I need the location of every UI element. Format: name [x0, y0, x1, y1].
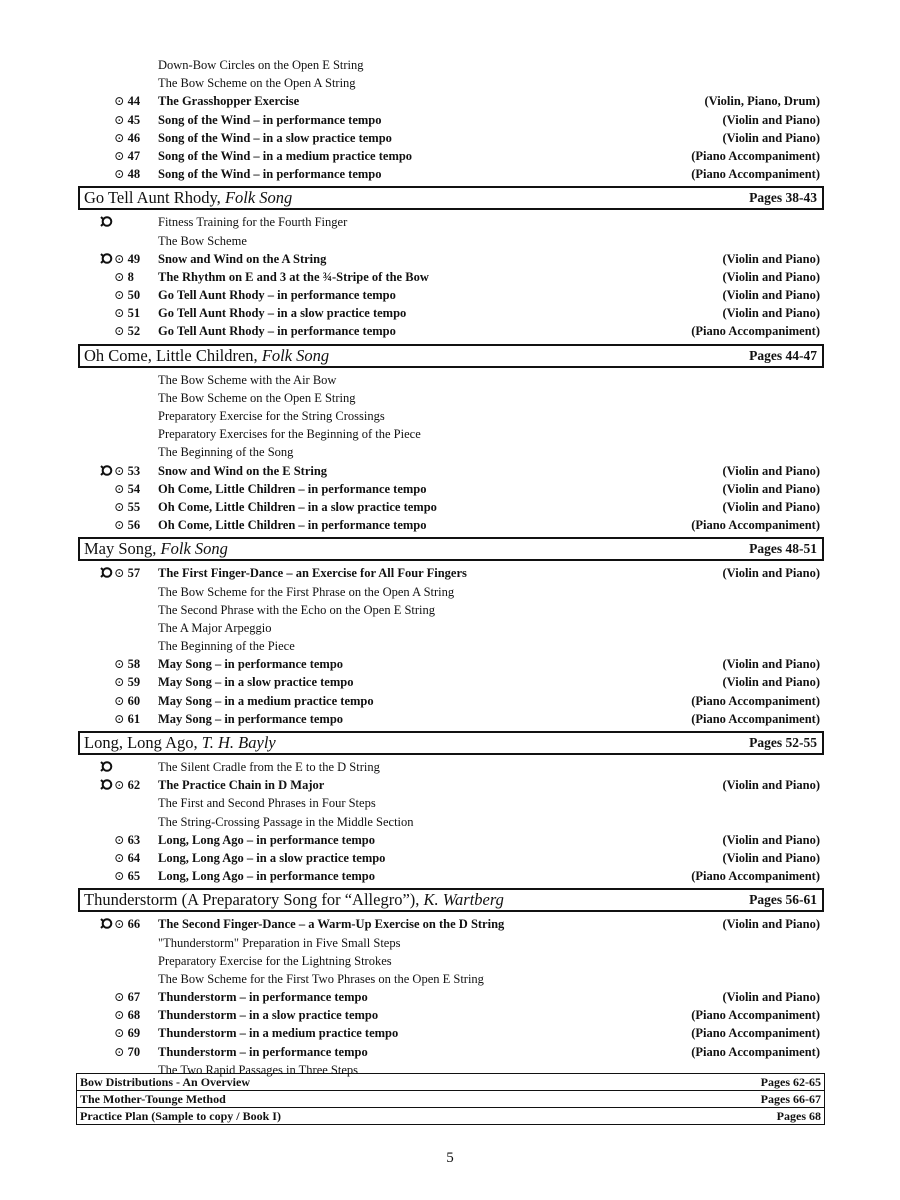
fitness-slot — [100, 564, 114, 582]
sections-list — [78, 186, 824, 1079]
track-number: 52 — [127, 324, 141, 339]
track-marker — [100, 1006, 158, 1024]
track-marker — [100, 970, 158, 988]
item-title: Preparatory Exercise for the Lightning Strokes — [158, 953, 392, 968]
accompaniment-label: (Violin and Piano) — [722, 481, 820, 496]
item-title: The Bow Scheme — [158, 233, 247, 248]
cd-track-icon: ⊙ — [114, 251, 128, 266]
track-number: 49 — [127, 251, 141, 266]
item-title: Song of the Wind – in a slow practice tempo — [158, 130, 392, 145]
track-marker — [100, 165, 158, 183]
item-title: The First Finger-Dance – an Exercise for All Four Fingers — [158, 566, 467, 581]
item-title: Go Tell Aunt Rhody – in performance tempo — [158, 288, 396, 303]
list-item — [78, 213, 824, 231]
track-marker — [100, 232, 158, 250]
cd-track-icon: ⊙ — [114, 518, 128, 533]
item-title: Long, Long Ago – in performance tempo — [158, 832, 376, 847]
track-number: 66 — [127, 917, 141, 932]
list-item — [78, 915, 824, 933]
item-title: Song of the Wind – in a medium practice tempo — [158, 148, 413, 163]
section-title-text: Oh Come, Little Children, — [84, 345, 262, 365]
list-item — [78, 970, 824, 988]
track-marker — [100, 673, 158, 691]
item-title: Thunderstorm – in a slow practice tempo — [158, 1008, 379, 1023]
track-marker — [100, 934, 158, 952]
item-title: The Bow Scheme on the Open A String — [158, 76, 356, 91]
section-header — [78, 186, 824, 210]
cd-track-icon: ⊙ — [114, 693, 128, 708]
list-item — [78, 250, 824, 268]
list-item — [78, 129, 824, 147]
item-title: Song of the Wind – in performance tempo — [158, 167, 382, 182]
fitness-training-icon — [100, 464, 113, 477]
section-header — [78, 344, 824, 368]
cd-track-icon: ⊙ — [114, 711, 128, 726]
list-item — [78, 371, 824, 389]
track-marker — [100, 619, 158, 637]
list-item — [78, 564, 824, 582]
item-title: The Rhythm on E and 3 at the ¾-Stripe of the Bow — [158, 269, 429, 284]
track-number: 69 — [127, 1026, 141, 1041]
accompaniment-label: (Piano Accompaniment) — [691, 148, 820, 163]
list-item — [78, 232, 824, 250]
cd-track-icon: ⊙ — [114, 148, 128, 163]
cd-track-icon: ⊙ — [114, 832, 128, 847]
item-title: "Thunderstorm" Preparation in Five Small Steps — [158, 935, 401, 950]
fitness-slot — [100, 250, 114, 268]
accompaniment-label: (Piano Accompaniment) — [691, 1008, 820, 1023]
item-title: Long, Long Ago – in performance tempo — [158, 869, 376, 884]
item-title: Go Tell Aunt Rhody – in a slow practice tempo — [158, 306, 407, 321]
track-marker — [100, 92, 158, 110]
item-title: The Beginning of the Piece — [158, 639, 295, 654]
track-marker — [100, 1024, 158, 1042]
item-title: The Bow Scheme with the Air Bow — [158, 372, 337, 387]
cd-track-icon: ⊙ — [114, 499, 128, 514]
track-marker — [100, 849, 158, 867]
list-item — [78, 776, 824, 794]
item-title: The Silent Cradle from the E to the D String — [158, 760, 380, 774]
accompaniment-label: (Violin and Piano) — [722, 251, 820, 266]
track-number: 60 — [127, 693, 141, 708]
fitness-slot — [100, 758, 114, 776]
track-marker — [100, 1043, 158, 1061]
list-item — [78, 498, 824, 516]
item-title: May Song – in performance tempo — [158, 657, 344, 672]
accompaniment-label: (Piano Accompaniment) — [691, 693, 820, 708]
section-pages: Pages 52-55 — [749, 735, 817, 750]
track-marker — [100, 147, 158, 165]
summary-label: Practice Plan (Sample to copy / Book I) — [80, 1109, 281, 1123]
intro-list — [78, 56, 824, 183]
item-title: The Practice Chain in D Major — [158, 778, 325, 793]
section-pages: Pages 44-47 — [749, 347, 817, 363]
track-marker — [100, 443, 158, 461]
list-item — [78, 794, 824, 812]
item-title: Preparatory Exercise for the String Crossings — [158, 409, 385, 423]
item-title: Fitness Training for the Fourth Finger — [158, 215, 348, 230]
cd-track-icon: ⊙ — [114, 130, 128, 145]
track-marker — [100, 371, 158, 389]
item-title: Thunderstorm – in performance tempo — [158, 1044, 368, 1059]
track-marker — [100, 831, 158, 849]
section-title — [84, 188, 292, 208]
track-marker — [100, 250, 158, 268]
section-title — [84, 890, 504, 910]
track-number: 8 — [127, 269, 134, 284]
list-item — [78, 322, 824, 340]
list-item — [78, 92, 824, 110]
item-title: Preparatory Exercises for the Beginning of the Piece — [158, 427, 421, 442]
track-number: 44 — [127, 94, 141, 109]
cd-track-icon: ⊙ — [114, 850, 128, 865]
track-marker — [100, 129, 158, 147]
fitness-slot — [100, 213, 114, 231]
item-title: The Second Finger-Dance – a Warm-Up Exercise on the D String — [158, 917, 505, 932]
section-composer: Folk Song — [224, 188, 293, 208]
section-title-text: Long, Long Ago, — [84, 733, 202, 752]
track-marker — [100, 813, 158, 831]
summary-pages: Pages 68 — [776, 1109, 821, 1123]
list-item — [78, 655, 824, 673]
item-title: The Two Rapid Passages in Three Steps — [158, 1062, 359, 1077]
track-marker — [100, 322, 158, 340]
list-item — [78, 1043, 824, 1061]
track-marker — [100, 407, 158, 425]
track-marker — [100, 952, 158, 970]
track-number: 59 — [127, 675, 141, 690]
accompaniment-label: (Violin and Piano) — [722, 112, 820, 127]
section-pages: Pages 48-51 — [749, 541, 817, 557]
track-marker — [100, 988, 158, 1006]
track-marker — [100, 794, 158, 812]
track-marker — [100, 268, 158, 286]
section-header — [78, 888, 824, 912]
item-title: Snow and Wind on the A String — [158, 251, 327, 266]
cd-track-icon: ⊙ — [114, 778, 128, 793]
track-number: 68 — [127, 1008, 141, 1023]
cd-track-icon: ⊙ — [114, 324, 128, 339]
item-title: Oh Come, Little Children – in a slow practice tempo — [158, 499, 437, 514]
accompaniment-label: (Violin and Piano) — [722, 657, 820, 672]
accompaniment-label: (Piano Accompaniment) — [691, 167, 820, 182]
track-number: 48 — [127, 167, 141, 182]
accompaniment-label: (Violin and Piano) — [722, 306, 820, 321]
track-marker — [100, 462, 158, 480]
section-pages: Pages 38-43 — [749, 190, 817, 206]
item-title: Down-Bow Circles on the Open E String — [158, 58, 364, 72]
summary-box — [76, 1073, 825, 1125]
toc-page — [78, 56, 824, 1079]
track-marker — [100, 583, 158, 601]
track-marker — [100, 776, 158, 794]
section-title-text: May Song, — [84, 539, 161, 559]
section-title — [84, 733, 276, 753]
accompaniment-label: (Violin and Piano) — [722, 850, 820, 865]
track-number: 70 — [127, 1044, 141, 1059]
accompaniment-label: (Piano Accompaniment) — [691, 869, 820, 884]
item-title: Snow and Wind on the E String — [158, 463, 328, 478]
item-title: The Grasshopper Exercise — [158, 94, 300, 109]
cd-track-icon: ⊙ — [114, 1026, 128, 1041]
section-composer: Folk Song — [160, 539, 228, 559]
fitness-training-icon — [100, 917, 113, 930]
track-marker — [100, 601, 158, 619]
section-title — [84, 346, 329, 366]
item-title: The Bow Scheme on the Open E String — [158, 390, 356, 405]
track-marker — [100, 213, 158, 231]
item-title: The Second Phrase with the Echo on the Open E String — [158, 602, 436, 617]
accompaniment-label: (Piano Accompaniment) — [691, 518, 820, 533]
list-item — [78, 934, 824, 952]
list-item — [78, 601, 824, 619]
item-title: May Song – in a slow practice tempo — [158, 675, 354, 690]
item-title: Thunderstorm – in a medium practice tempo — [158, 1026, 399, 1041]
summary-row — [77, 1074, 824, 1090]
page-number: 5 — [446, 1150, 454, 1166]
fitness-slot — [100, 776, 114, 794]
section-composer: T. H. Bayly — [201, 733, 276, 752]
item-title: The String-Crossing Passage in the Middle Section — [158, 814, 414, 829]
list-item — [78, 389, 824, 407]
list-item — [78, 462, 824, 480]
list-item — [78, 710, 824, 728]
track-marker — [100, 692, 158, 710]
accompaniment-label: (Violin and Piano) — [722, 130, 820, 145]
cd-track-icon: ⊙ — [114, 288, 128, 303]
list-item — [78, 74, 824, 92]
section-title — [84, 539, 228, 559]
list-item — [78, 1024, 824, 1042]
accompaniment-label: (Violin and Piano) — [722, 778, 820, 793]
list-item — [78, 407, 824, 425]
item-title: Oh Come, Little Children – in performance tempo — [158, 481, 427, 496]
item-title: The Bow Scheme for the First Phrase on the Open A String — [158, 584, 455, 599]
track-marker — [100, 304, 158, 322]
accompaniment-label: (Violin, Piano, Drum) — [704, 94, 820, 109]
track-number: 58 — [127, 657, 141, 672]
section-header — [78, 731, 824, 755]
summary-pages: Pages 66-67 — [760, 1092, 821, 1106]
track-marker — [100, 425, 158, 443]
summary-label: The Mother-Tounge Method — [80, 1092, 226, 1106]
summary-label: Bow Distributions - An Overview — [80, 1075, 251, 1089]
track-marker — [100, 74, 158, 92]
track-number: 57 — [127, 566, 141, 581]
accompaniment-label: (Violin and Piano) — [722, 990, 820, 1005]
item-title: May Song – in a medium practice tempo — [158, 693, 374, 708]
list-item — [78, 165, 824, 183]
track-number: 64 — [127, 850, 141, 865]
accompaniment-label: (Piano Accompaniment) — [691, 324, 820, 339]
list-item — [78, 147, 824, 165]
track-number: 45 — [127, 112, 141, 127]
item-title: Go Tell Aunt Rhody – in performance tempo — [158, 324, 396, 339]
accompaniment-label: (Piano Accompaniment) — [691, 1044, 820, 1059]
track-marker — [100, 915, 158, 933]
fitness-training-icon — [100, 760, 113, 773]
cd-track-icon: ⊙ — [114, 306, 128, 321]
cd-track-icon: ⊙ — [114, 566, 128, 581]
list-item — [78, 56, 824, 74]
list-item — [78, 988, 824, 1006]
item-title: Thunderstorm – in performance tempo — [158, 990, 368, 1005]
section-pages: Pages 56-61 — [749, 892, 817, 908]
cd-track-icon: ⊙ — [114, 463, 128, 478]
track-marker — [100, 111, 158, 129]
list-item — [78, 443, 824, 461]
list-item — [78, 480, 824, 498]
list-item — [78, 268, 824, 286]
section-header — [78, 537, 824, 561]
accompaniment-label: (Violin and Piano) — [722, 288, 820, 303]
list-item — [78, 516, 824, 534]
list-item — [78, 583, 824, 601]
section-composer: K. Wartberg — [423, 890, 504, 910]
section-title-text: Go Tell Aunt Rhody, — [84, 188, 225, 208]
cd-track-icon: ⊙ — [114, 990, 128, 1005]
track-number: 53 — [127, 463, 141, 478]
list-item — [78, 619, 824, 637]
track-marker — [100, 758, 158, 776]
section-composer: Folk Song — [261, 345, 330, 365]
track-marker — [100, 56, 158, 74]
track-number: 62 — [127, 778, 141, 793]
list-item — [78, 952, 824, 970]
accompaniment-label: (Violin and Piano) — [722, 463, 820, 478]
list-item — [78, 1006, 824, 1024]
summary-pages: Pages 62-65 — [760, 1075, 821, 1089]
track-marker — [100, 564, 158, 582]
track-marker — [100, 867, 158, 885]
cd-track-icon: ⊙ — [114, 94, 128, 109]
track-marker — [100, 655, 158, 673]
track-marker — [100, 637, 158, 655]
track-marker — [100, 480, 158, 498]
cd-track-icon: ⊙ — [114, 657, 128, 672]
item-title: Oh Come, Little Children – in performance tempo — [158, 518, 427, 533]
fitness-training-icon — [100, 252, 113, 265]
track-number: 65 — [127, 869, 141, 884]
track-marker — [100, 498, 158, 516]
list-item — [78, 692, 824, 710]
track-number: 50 — [127, 288, 141, 303]
track-number: 51 — [127, 306, 141, 321]
fitness-training-icon — [100, 215, 113, 228]
list-item — [78, 425, 824, 443]
cd-track-icon: ⊙ — [114, 1008, 128, 1023]
cd-track-icon: ⊙ — [114, 269, 128, 284]
track-number: 54 — [127, 481, 141, 496]
item-title: The A Major Arpeggio — [158, 620, 272, 635]
accompaniment-label: (Violin and Piano) — [722, 499, 820, 514]
track-marker — [100, 389, 158, 407]
track-number: 67 — [127, 990, 141, 1005]
track-marker — [100, 516, 158, 534]
accompaniment-label: (Piano Accompaniment) — [691, 1026, 820, 1041]
list-item — [78, 673, 824, 691]
cd-track-icon: ⊙ — [114, 675, 128, 690]
accompaniment-label: (Violin and Piano) — [722, 269, 820, 284]
fitness-training-icon — [100, 778, 113, 791]
item-title: The Beginning of the Song — [158, 445, 294, 460]
cd-track-icon: ⊙ — [114, 167, 128, 182]
fitness-slot — [100, 462, 114, 480]
item-title: The First and Second Phrases in Four Steps — [158, 796, 376, 811]
track-number: 46 — [127, 130, 141, 145]
track-marker — [100, 286, 158, 304]
cd-track-icon: ⊙ — [114, 1044, 128, 1059]
accompaniment-label: (Violin and Piano) — [722, 675, 820, 690]
list-item — [78, 867, 824, 885]
track-marker — [100, 710, 158, 728]
item-title: Long, Long Ago – in a slow practice tempo — [158, 850, 386, 865]
cd-track-icon: ⊙ — [114, 481, 128, 496]
list-item — [78, 111, 824, 129]
summary-row — [77, 1090, 824, 1107]
accompaniment-label: (Piano Accompaniment) — [691, 711, 820, 726]
list-item — [78, 637, 824, 655]
summary-row — [77, 1107, 824, 1124]
cd-track-icon: ⊙ — [114, 917, 128, 932]
fitness-training-icon — [100, 566, 113, 579]
item-title: The Bow Scheme for the First Two Phrases on the Open E String — [158, 971, 484, 986]
list-item — [78, 758, 824, 776]
list-item — [78, 831, 824, 849]
list-item — [78, 813, 824, 831]
accompaniment-label: (Violin and Piano) — [722, 566, 820, 581]
track-number: 56 — [127, 518, 141, 533]
track-number: 55 — [127, 499, 141, 514]
track-number: 47 — [127, 148, 141, 163]
accompaniment-label: (Violin and Piano) — [722, 917, 820, 932]
item-title: May Song – in performance tempo — [158, 711, 344, 726]
cd-track-icon: ⊙ — [114, 869, 128, 884]
track-number: 63 — [127, 832, 141, 847]
section-title-text: Thunderstorm (A Preparatory Song for “Allegro”), — [84, 890, 424, 910]
list-item — [78, 286, 824, 304]
item-title: Song of the Wind – in performance tempo — [158, 112, 382, 127]
list-item — [78, 849, 824, 867]
track-number: 61 — [127, 711, 141, 726]
accompaniment-label: (Violin and Piano) — [722, 832, 820, 847]
cd-track-icon: ⊙ — [114, 112, 128, 127]
fitness-slot — [100, 915, 114, 933]
list-item — [78, 304, 824, 322]
